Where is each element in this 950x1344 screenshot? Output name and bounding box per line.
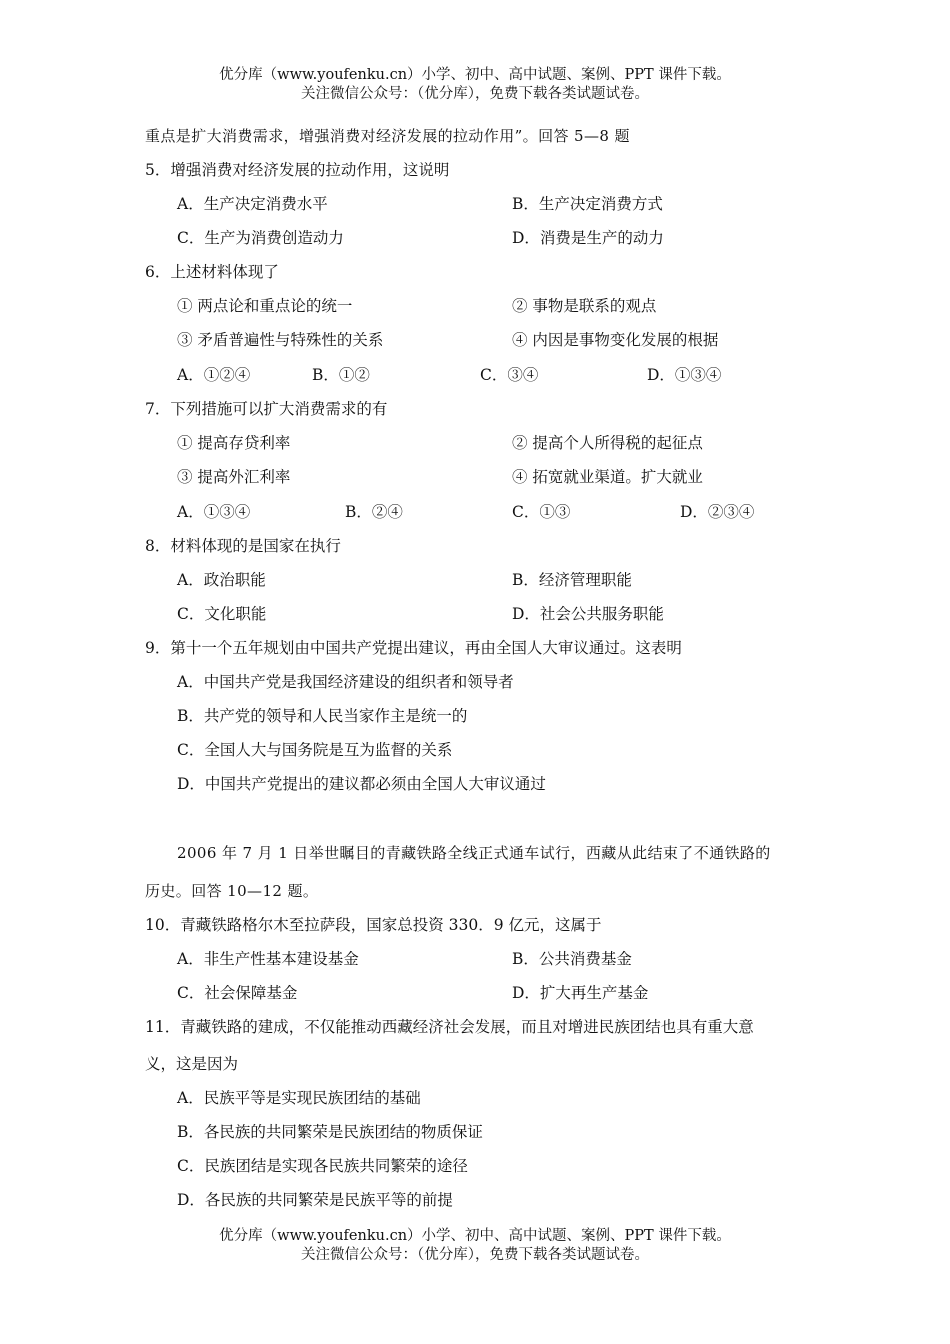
q5-option-b: B．生产决定消费方式 (512, 195, 663, 213)
q11-option-d: D．各民族的共同繁荣是民族平等的前提 (177, 1191, 453, 1209)
q6-statement-4: ④ 内因是事物变化发展的根据 (512, 331, 719, 349)
q6-statement-2: ② 事物是联系的观点 (512, 297, 657, 315)
q9-option-b: B．共产党的领导和人民当家作主是统一的 (177, 707, 468, 725)
q10-option-b: B．公共消费基金 (512, 950, 632, 968)
q8-option-d: D．社会公共服务职能 (512, 605, 664, 623)
q7-stem: 7．下列措施可以扩大消费需求的有 (145, 400, 388, 418)
q5-option-c: C．生产为消费创造动力 (177, 229, 344, 247)
q5-stem: 5．增强消费对经济发展的拉动作用，这说明 (145, 161, 450, 179)
q7-option-d: D．②③④ (680, 503, 755, 521)
q11-stem-line-2: 义，这是因为 (145, 1055, 239, 1073)
q7-statement-2: ② 提高个人所得税的起征点 (512, 434, 703, 452)
material-intro-tail: 重点是扩大消费需求，增强消费对经济发展的拉动作用”。回答 5—8 题 (145, 127, 630, 145)
q6-option-a: A．①②④ (177, 366, 251, 384)
q10-option-c: C．社会保障基金 (177, 984, 298, 1002)
q8-option-a: A．政治职能 (177, 571, 266, 589)
q8-stem: 8．材料体现的是国家在执行 (145, 537, 341, 555)
q11-stem-line-1: 11．青藏铁路的建成，不仅能推动西藏经济社会发展，而且对增进民族团结也具有重大意 (145, 1018, 754, 1036)
footer-line-1: 优分库（www.youfenku.cn）小学、初中、高中试题、案例、PPT 课件下载。 (219, 1228, 731, 1244)
q10-option-d: D．扩大再生产基金 (512, 984, 649, 1002)
q8-option-c: C．文化职能 (177, 605, 267, 623)
q7-option-c: C．①③ (512, 503, 571, 521)
q6-statement-1: ① 两点论和重点论的统一 (177, 297, 353, 315)
q9-stem: 9．第十一个五年规划由中国共产党提出建议，再由全国人大审议通过。这表明 (145, 639, 682, 657)
header-line-2: 关注微信公众号：（优分库），免费下载各类试题试卷。 (301, 86, 649, 102)
material-2-line-1: 2006 年 7 月 1 日举世瞩目的青藏铁路全线正式通车试行，西藏从此结束了不通铁路的 (177, 844, 771, 862)
q11-option-b: B．各民族的共同繁荣是民族团结的物质保证 (177, 1123, 483, 1141)
q6-option-d: D．①③④ (647, 366, 722, 384)
material-2-line-2: 历史。回答 10—12 题。 (145, 882, 319, 900)
header-line-1: 优分库（www.youfenku.cn）小学、初中、高中试题、案例、PPT 课件下载。 (219, 67, 731, 83)
q7-statement-4: ④ 拓宽就业渠道。扩大就业 (512, 468, 703, 486)
q7-statement-3: ③ 提高外汇利率 (177, 468, 291, 486)
q10-stem: 10．青藏铁路格尔木至拉萨段，国家总投资 330．9 亿元，这属于 (145, 916, 602, 934)
q11-option-a: A．民族平等是实现民族团结的基础 (177, 1089, 421, 1107)
q5-option-d: D．消费是生产的动力 (512, 229, 664, 247)
q9-option-a: A．中国共产党是我国经济建设的组织者和领导者 (177, 673, 514, 691)
footer-line-2: 关注微信公众号：（优分库），免费下载各类试题试卷。 (301, 1247, 649, 1263)
q6-option-c: C．③④ (480, 366, 539, 384)
q10-option-a: A．非生产性基本建设基金 (177, 950, 359, 968)
q9-option-d: D．中国共产党提出的建议都必须由全国人大审议通过 (177, 775, 546, 793)
q6-stem: 6．上述材料体现了 (145, 263, 279, 281)
q5-option-a: A．生产决定消费水平 (177, 195, 328, 213)
q11-option-c: C．民族团结是实现各民族共同繁荣的途径 (177, 1157, 468, 1175)
q6-statement-3: ③ 矛盾普遍性与特殊性的关系 (177, 331, 384, 349)
q9-option-c: C．全国人大与国务院是互为监督的关系 (177, 741, 453, 759)
q8-option-b: B．经济管理职能 (512, 571, 632, 589)
q6-option-b: B．①② (312, 366, 370, 384)
q7-statement-1: ① 提高存贷利率 (177, 434, 291, 452)
q7-option-a: A．①③④ (177, 503, 251, 521)
q7-option-b: B．②④ (345, 503, 403, 521)
